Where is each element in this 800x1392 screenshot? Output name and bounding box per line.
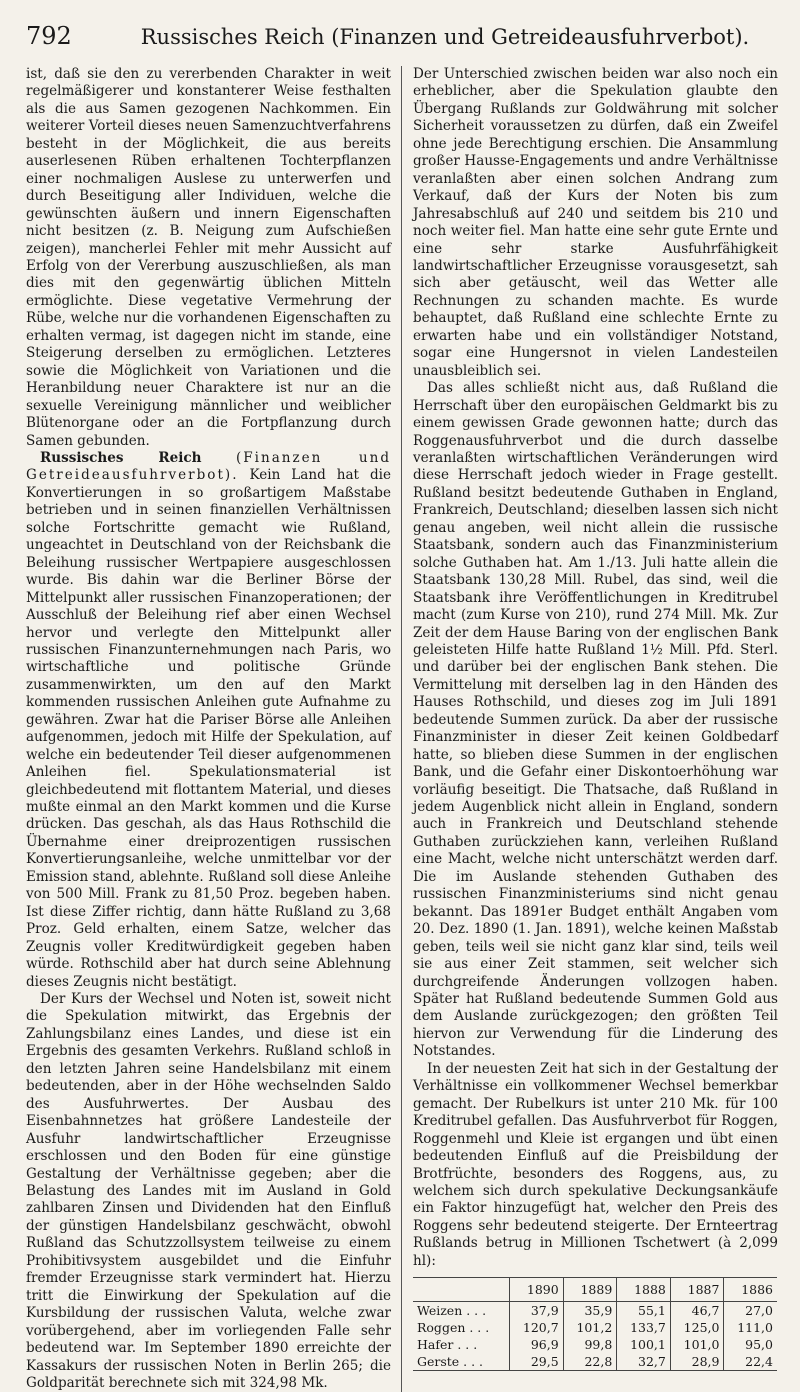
table-header-row (413, 1278, 777, 1302)
page-number: 792 (26, 22, 72, 50)
table-cell: 55,1 (617, 1302, 671, 1320)
table-cell: 27,0 (724, 1302, 777, 1320)
table-cell: 101,0 (670, 1336, 724, 1353)
right-column (402, 66, 778, 1392)
paragraph: ist, daß sie den zu vererbenden Charakter in weit regelmäßigerer und konstanterer Weise festhalten als die aus Samen gezogenen Nachkommen. Ein weiterer Vorteil dieses neuen Samenzuchtverfahrens besteht in der Möglichkeit, die aus bereits auserlesenen Rüben erhaltenen Tochterpflanzen einer nochmaligen Auslese zu unterwerfen und durch Beseitigung aller Individuen, welche die gewünschten äußern und innern Eigenschaften nicht besitzen (z. B. Neigung zum Aufschießen zeigen), mancherlei Fehler mit mehr Aussicht auf Erfolg von der Vererbung auszuschließen, als man dies mit den gegenwärtig üblichen Mitteln ermöglichte. Diese vegetative Vermehrung der Rübe, welche nur die vorhandenen Eigenschaften zu erhalten vermag, ist dagegen nicht im stande, eine Steigerung derselben zu ermöglichen. Letzteres sowie die Möglichkeit von Variationen und die Heranbildung neuer Charaktere ist nur an die sexuelle Vereinigung männlicher und weiblicher Blütenorgane oder an die Fortpflanzung durch Samen gebunden. (26, 66, 391, 449)
running-title: Russisches Reich (Finanzen und Getreideausfuhrverbot). (140, 25, 750, 49)
table-cell: 120,7 (510, 1319, 564, 1336)
row-label: Roggen . . . (417, 1320, 490, 1336)
table-header-cell: 1890 (510, 1278, 564, 1302)
paragraph: In der neuesten Zeit hat sich in der Gestaltung der Verhältnisse ein vollkommener Wechsel bemerkbar gemacht. Der Rubelkurs ist unter 210 Mk. für 100 Kreditrubel gefallen. Das Ausfuhrverbot für Roggen, Roggenmehl und Kleie ist ergangen und übt einen bedeutenden Einfluß auf die Preisbildung der Brotfrüchte, besonders des Roggens, aus, zu welchem sich durch spekulative Deckungsankäufe ein Faktor hinzugefügt hat, welcher den Preis des Roggens sehr bedeutend steigerte. Der Ernteertrag Rußlands betrug in Millionen Tschetwert (à 2,099 hl): (413, 1060, 778, 1269)
table-cell: 133,7 (617, 1319, 671, 1336)
article-keyword: Russisches Reich (40, 449, 202, 466)
table-cell: 111,0 (724, 1319, 777, 1336)
table-cell: 100,1 (617, 1336, 671, 1353)
article-entry (26, 450, 391, 991)
table-cell: 28,9 (670, 1353, 724, 1371)
table-row (413, 1302, 777, 1320)
harvest-table (413, 1277, 777, 1371)
table-cell: 29,5 (510, 1353, 564, 1371)
table-cell: 22,4 (724, 1353, 777, 1371)
paragraph: Das alles schließt nicht aus, daß Rußland die Herrschaft über den europäischen Geldmarkt bis zu einem gewissen Grade gewonnen hatte; durch das Roggenausfuhrverbot und die durch dasselbe veranlaßten wirtschaftlichen Veränderungen wird diese Herrschaft jedoch wieder in Frage gestellt. Rußland besitzt bedeutende Guthaben in England, Frankreich, Deutschland; dieselben lassen sich nicht genau angeben, weil nicht allein die russische Staatsbank, sondern auch das Finanzministerium solche Guthaben hat. Am 1./13. Juli hatte allein die Staatsbank 130,28 Mill. Rubel, das sind, weil die Staatsbank ihre Veröffentlichungen in Kreditrubel macht (zum Kurse von 210), rund 274 Mill. Mk. Zur Zeit der dem Hause Baring von der englischen Bank geleisteten Hilfe hatte Rußland 1½ Mill. Pfd. Sterl. und darüber bei der englischen Bank stehen. Die Vermittelung mit derselben lag in den Händen des Hauses Rothschild, und dieses zog im Juli 1891 bedeutende Summen zurück. Da aber der russische Finanzminister in dieser Zeit keinen Goldbedarf hatte, so blieben diese Summen in der englischen Bank, und die Gefahr einer Diskontoerhöhung war vorläufig beseitigt. Die Thatsache, daß Rußland in jedem Augenblick nicht allein in England, sondern auch in Frankreich und Deutschland stehende Guthaben zurückziehen kann, verleihen Rußland eine Macht, welche nicht unterschätzt werden darf. Die im Auslande stehenden Guthaben des russischen Finanzministeriums sind nicht genau bekannt. Das 1891er Budget enthält Angaben vom 20. Dez. 1890 (1. Jan. 1891), welche keinen Maßstab geben, teils weil sie nicht ganz klar sind, teils weil sie aus einer Zeit stammen, seit welcher sich durchgreifende Änderungen vollzogen haben. Später hat Rußland bedeutende Summen Gold aus dem Auslande zurückgezogen; den größten Teil hiervon zur Verwendung für die Linderung des Notstandes. (413, 380, 778, 1060)
left-column (26, 66, 402, 1392)
table-header-cell: 1888 (617, 1278, 671, 1302)
row-label: Gerste . . . (413, 1353, 510, 1371)
article-subtitle: (Finanzen und Getreideausfuhrverbot). (26, 449, 391, 484)
table-row (413, 1336, 777, 1353)
table-cell: 37,9 (510, 1302, 564, 1320)
table-header-cell: 1887 (670, 1278, 724, 1302)
table-header-cell: 1886 (724, 1278, 777, 1302)
table-row (413, 1353, 777, 1371)
table-cell: 46,7 (670, 1302, 724, 1320)
article-body: Kein Land hat die Konvertierungen in so großartigem Maßstabe betrieben und in seinen finanziellen Verhältnissen solche Fortschritte gemacht wie Rußland, ungeachtet in Deutschland von der Reichsbank die Beleihung russischer Wertpapiere ausgeschlossen wurde. Bis dahin war die Berliner Börse der Mittelpunkt aller russischen Finanzoperationen; der Ausschluß der Beleihung rief aber einen Wechsel hervor und verlegte den Mittelpunkt aller russischen Finanzunternehmungen nach Paris, wo wirtschaftliche und politische Gründe zusammenwirkten, um den auf den Markt kommenden russischen Anleihen gute Aufnahme zu gewähren. Zwar hat die Pariser Börse alle Anleihen aufgenommen, jedoch mit Hilfe der Spekulation, auf welche ein bedeutender Teil dieser aufgenommenen Anleihen fiel. Spekulationsmaterial ist gleichbedeutend mit flottantem Material, und dieses mußte einmal an den Markt kommen und die Kurse drücken. Das geschah, als das Haus Rothschild die Übernahme einer dreiprozentigen russischen Konvertierungsanleihe, welche unmittelbar vor der Emission stand, ablehnte. Rußland soll diese Anleihe von 500 Mill. Frank zu 81,50 Proz. begeben haben. Ist diese Ziffer richtig, dann hätte Rußland zu 3,68 Proz. Geld erhalten, einem Satze, welcher das Zeugnis voller Kreditwürdigkeit gegeben haben würde. Rothschild aber hat durch seine Ablehnung dieses Zeugnis nicht bestätigt. (26, 467, 391, 990)
paragraph: Der Unterschied zwischen beiden war also noch ein erheblicher, aber die Spekulation glaubte den Übergang Rußlands zur Goldwährung mit solcher Sicherheit voraussetzen zu dürfen, daß ein Zweifel ohne jede Berechtigung erschien. Die Ansammlung großer Hausse-Engagements und andre Verhältnisse veranlaßten aber einen solchen Andrang zum Verkauf, daß der Kurs der Noten bis zum Jahresabschluß auf 240 und seitdem bis 210 und noch weiter fiel. Man hatte eine sehr gute Ernte und eine sehr starke Ausfuhrfähigkeit landwirtschaftlicher Erzeugnisse vorausgesetzt, sah sich aber getäuscht, weil das Wetter alle Rechnungen zu schanden machte. Es wurde behauptet, daß Rußland eine schlechte Ernte zu erwarten habe und ein vollständiger Notstand, sogar eine Hungersnot in vielen Landesteilen unausbleiblich sei. (413, 66, 778, 379)
text-columns (26, 66, 778, 1392)
table-cell: 35,9 (563, 1302, 617, 1320)
table-cell: 96,9 (510, 1336, 564, 1353)
paragraph: Der Kurs der Wechsel und Noten ist, soweit nicht die Spekulation mitwirkt, das Ergebnis der Zahlungsbilanz eines Landes, und diese ist ein Ergebnis des gesamten Verkehrs. Rußland schloß in den letzten Jahren seine Handelsbilanz mit einem bedeutenden, aber in der Höhe wechselnden Saldo des Ausfuhrwertes. Der Ausbau des Eisenbahnnetzes hat größere Landesteile der Ausfuhr landwirtschaftlicher Erzeugnisse erschlossen und den Boden für eine günstige Gestaltung der Verhältnisse gegeben; aber die Belastung des Landes mit im Ausland in Gold zahlbaren Zinsen und Dividenden hat den Einfluß der günstigen Handelsbilanz geschwächt, obwohl Rußland das Schutzzollsystem teilweise zu einem Prohibitivsystem ausgebildet und die Einfuhr fremder Erzeugnisse stark vermindert hat. Hierzu tritt die Einwirkung der Spekulation auf die Kursbildung der russischen Valuta, welche zwar vorübergehend, aber im vorliegenden Falle sehr bedeutend war. Im September 1890 erreichte der Kassakurs der russischen Noten in Berlin 265; die Goldparität berechnete sich mit 324,98 Mk. (26, 991, 391, 1391)
table-cell: 32,7 (617, 1353, 671, 1371)
table-cell: 22,8 (563, 1353, 617, 1371)
table-cell: 125,0 (670, 1319, 724, 1336)
table-header-cell (413, 1278, 510, 1302)
table-row (413, 1319, 777, 1336)
table-cell: 101,2 (563, 1319, 617, 1336)
page-header (26, 22, 778, 66)
table-cell: 95,0 (724, 1336, 777, 1353)
table-header-cell: 1889 (563, 1278, 617, 1302)
row-label: Hafer . . . (417, 1337, 478, 1353)
row-label: Weizen . . . (417, 1303, 487, 1319)
table-cell: 99,8 (563, 1336, 617, 1353)
